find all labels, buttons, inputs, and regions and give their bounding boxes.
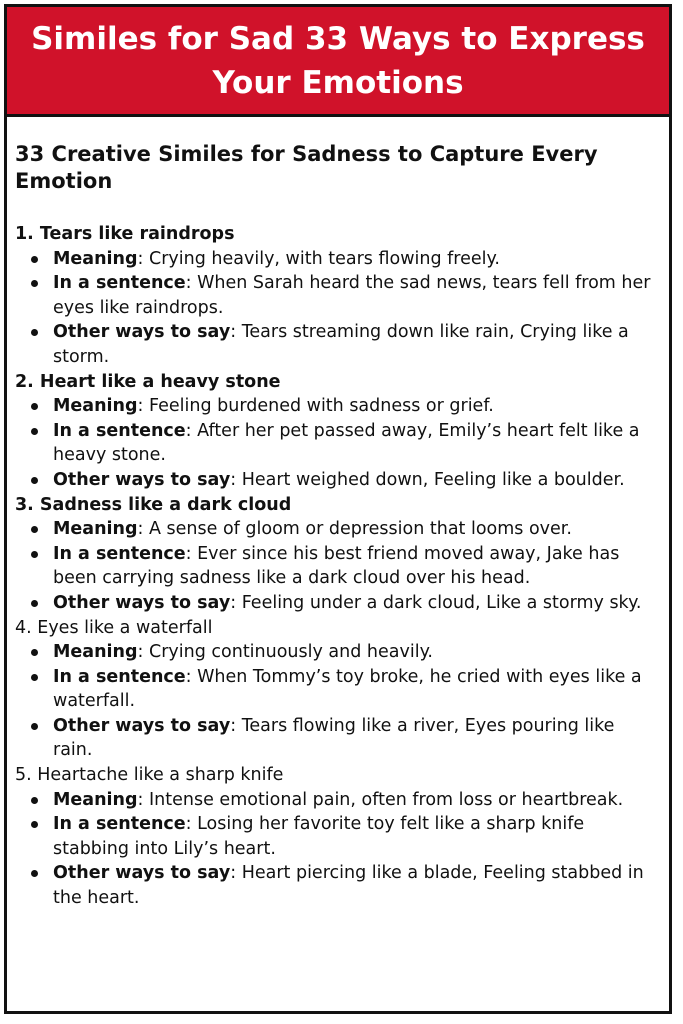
other-ways-label: Other ways to say bbox=[53, 592, 231, 613]
meaning-item bbox=[53, 640, 659, 665]
sentence-label: In a sentence bbox=[53, 666, 186, 687]
sentence-item bbox=[53, 419, 659, 468]
simile-title: 5. Heartache like a sharp knife bbox=[15, 765, 284, 786]
other-ways-text: : Feeling under a dark cloud, Like a stormy sky. bbox=[230, 592, 642, 613]
simile-title: 2. Heart like a heavy stone bbox=[15, 371, 281, 392]
sentence-item bbox=[53, 665, 659, 714]
meaning-item bbox=[53, 788, 659, 813]
sentence-text: : When Tommy’s toy broke, he cried with eyes like a waterfall. bbox=[53, 666, 642, 712]
page-title: Similes for Sad 33 Ways to Express Your Emotions bbox=[7, 7, 669, 117]
meaning-item bbox=[53, 517, 659, 542]
simile-details bbox=[15, 640, 659, 763]
other-ways-text: : Tears flowing like a river, Eyes pouring like rain. bbox=[53, 715, 615, 761]
other-ways-item bbox=[53, 591, 659, 616]
meaning-text: : Crying continuously and heavily. bbox=[137, 642, 433, 663]
other-ways-item bbox=[53, 714, 659, 763]
sentence-text: : When Sarah heard the sad news, tears fell from her eyes like raindrops. bbox=[53, 273, 651, 318]
other-ways-text: : Tears streaming down like rain, Crying like a storm. bbox=[53, 322, 629, 367]
sentence-label: In a sentence bbox=[53, 543, 186, 564]
meaning-text: : Intense emotional pain, often from loss or heartbreak. bbox=[137, 789, 624, 810]
simile-entry bbox=[15, 763, 659, 911]
section-subtitle: 33 Creative Similes for Sadness to Capture Every Emotion bbox=[15, 142, 598, 193]
other-ways-label: Other ways to say bbox=[53, 863, 231, 884]
simile-entry bbox=[15, 370, 659, 493]
other-ways-label: Other ways to say bbox=[53, 322, 231, 343]
sentence-label: In a sentence bbox=[53, 273, 186, 294]
meaning-label: Meaning bbox=[53, 642, 138, 663]
simile-entry bbox=[15, 222, 659, 370]
meaning-label: Meaning bbox=[53, 519, 138, 540]
simile-title: 1. Tears like raindrops bbox=[15, 224, 235, 244]
meaning-label: Meaning bbox=[53, 789, 138, 810]
simile-entry bbox=[15, 616, 659, 764]
sentence-text: : Ever since his best friend moved away, Jake has been carrying sadness like a dark cloud over his head. bbox=[53, 543, 620, 589]
simile-entry bbox=[15, 493, 659, 616]
simile-details bbox=[15, 788, 659, 911]
other-ways-label: Other ways to say bbox=[53, 469, 231, 490]
simile-details bbox=[15, 247, 659, 370]
simile-title: 4. Eyes like a waterfall bbox=[15, 617, 213, 638]
other-ways-item bbox=[53, 468, 659, 493]
simile-details bbox=[15, 394, 659, 492]
simile-details bbox=[15, 517, 659, 615]
meaning-label: Meaning bbox=[53, 396, 138, 417]
sentence-text: : Losing her favorite toy felt like a sharp knife stabbing into Lily’s heart. bbox=[53, 814, 585, 859]
meaning-item bbox=[53, 394, 659, 419]
other-ways-item bbox=[53, 861, 659, 910]
sentence-label: In a sentence bbox=[53, 420, 186, 441]
meaning-label: Meaning bbox=[53, 248, 138, 269]
sentence-text: : After her pet passed away, Emily’s heart felt like a heavy stone. bbox=[53, 420, 640, 466]
meaning-item bbox=[53, 247, 659, 272]
sentence-item bbox=[53, 271, 659, 320]
meaning-text: : A sense of gloom or depression that looms over. bbox=[137, 519, 572, 540]
simile-title: 3. Sadness like a dark cloud bbox=[15, 494, 292, 515]
other-ways-label: Other ways to say bbox=[53, 715, 231, 736]
other-ways-text: : Heart weighed down, Feeling like a boulder. bbox=[230, 469, 625, 490]
sentence-item bbox=[53, 542, 659, 591]
other-ways-text: : Heart piercing like a blade, Feeling stabbed in the heart. bbox=[53, 863, 644, 909]
meaning-text: : Feeling burdened with sadness or grief. bbox=[137, 396, 494, 417]
sentence-item bbox=[53, 812, 659, 861]
other-ways-item bbox=[53, 320, 659, 369]
article-content bbox=[15, 141, 659, 911]
sentence-label: In a sentence bbox=[53, 814, 186, 835]
meaning-text: : Crying heavily, with tears flowing freely. bbox=[137, 248, 500, 269]
article-frame bbox=[4, 4, 672, 1014]
